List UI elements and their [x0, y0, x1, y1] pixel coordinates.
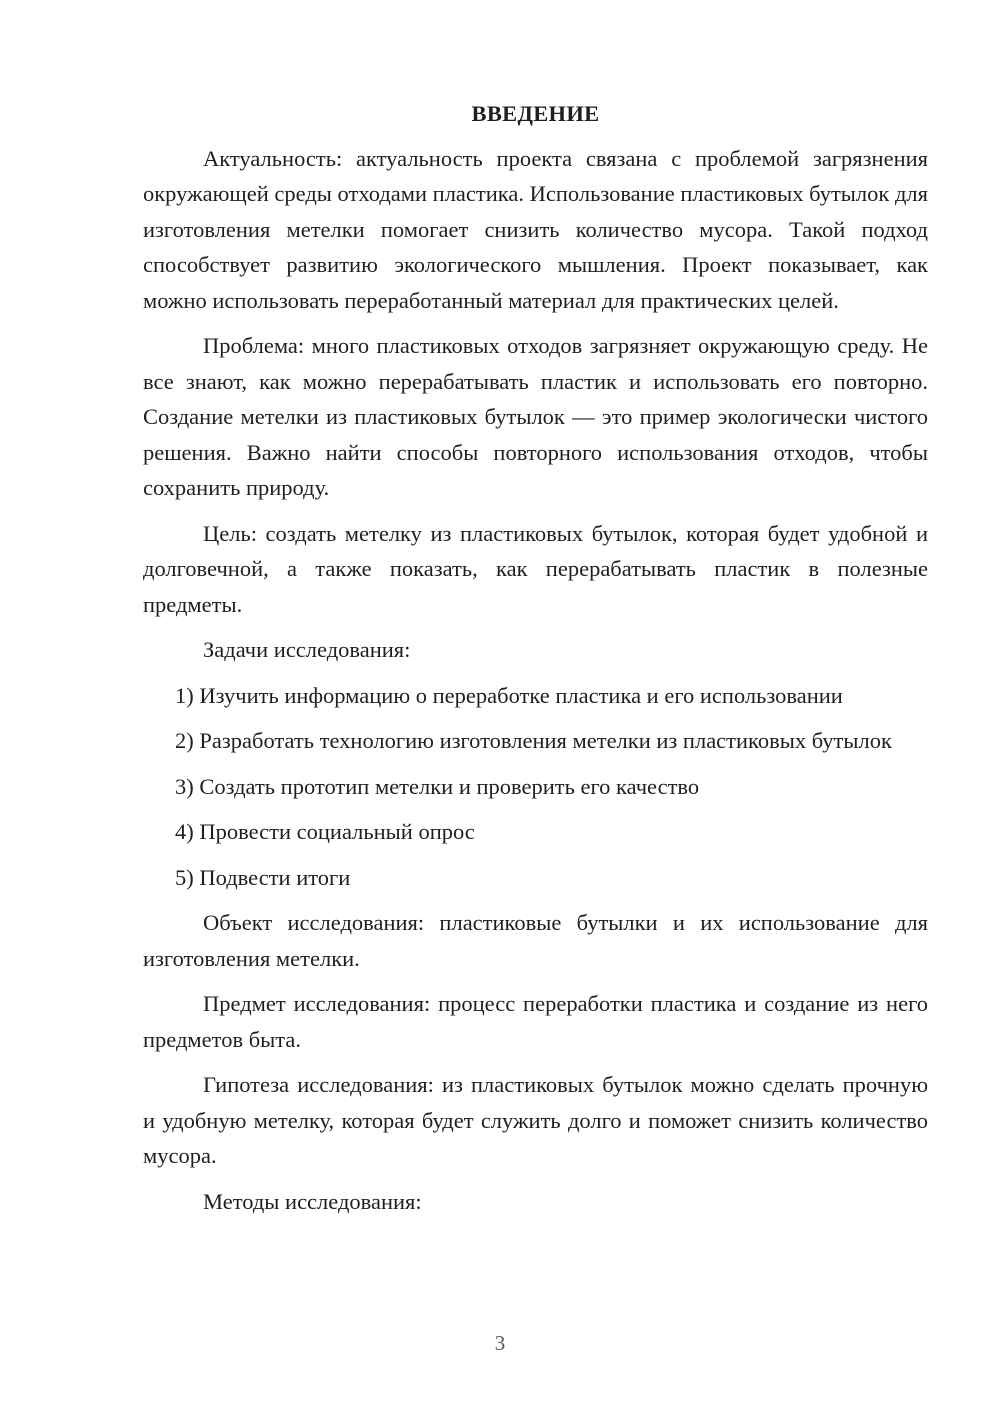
tasks-heading: Задачи исследования:	[203, 637, 411, 662]
problem-paragraph: Проблема: много пластиковых отходов загрязняет окружающую среду. Не все знают, как можно перерабатывать пластик и использовать его повторно. Создание метелки из пластиковых бутылок — это пример экологически чистого решения. Важно найти способы повторного использования отходов, чтобы сохранить природу.	[143, 333, 928, 500]
goal-paragraph: Цель: создать метелку из пластиковых бутылок, которая будет удобной и долговечной, а также показать, как перерабатывать пластик в полезные предметы.	[143, 520, 928, 617]
task-item-1: 1) Изучить информацию о переработке пластика и его использовании	[175, 682, 843, 708]
methods-heading: Методы исследования:	[203, 1188, 422, 1214]
task-item-5: 5) Подвести итоги	[175, 864, 351, 890]
task-item-3: 3) Создать прототип метелки и проверить его качество	[175, 773, 700, 799]
page-title: ВВЕДЕНИЕ	[471, 101, 600, 126]
task-item-2: 2) Разработать технологию изготовления метелки из пластиковых бутылок	[175, 728, 892, 753]
page-number: 3	[494, 1331, 506, 1355]
relevance-paragraph: Актуальность: актуальность проекта связана с проблемой загрязнения окружающей среды отходами пластика. Использование пластиковых бутылок для изготовления метелки помогает снизить количество мусора. Такой подход способствует развитию экологического мышления. Проект показывает, как можно использовать переработанный материал для практических целей.	[143, 145, 928, 313]
hypothesis-paragraph: Гипотеза исследования: из пластиковых бутылок можно сделать прочную и удобную метелку, которая будет служить долго и поможет снизить количество мусора.	[143, 1072, 928, 1168]
document-page	[143, 96, 928, 1229]
subject-paragraph: Предмет исследования: процесс переработки пластика и создание из него предметов быта.	[143, 991, 928, 1052]
task-item-4: 4) Провести социальный опрос	[175, 819, 475, 844]
object-paragraph: Объект исследования: пластиковые бутылки и их использование для изготовления метелки.	[143, 910, 928, 971]
